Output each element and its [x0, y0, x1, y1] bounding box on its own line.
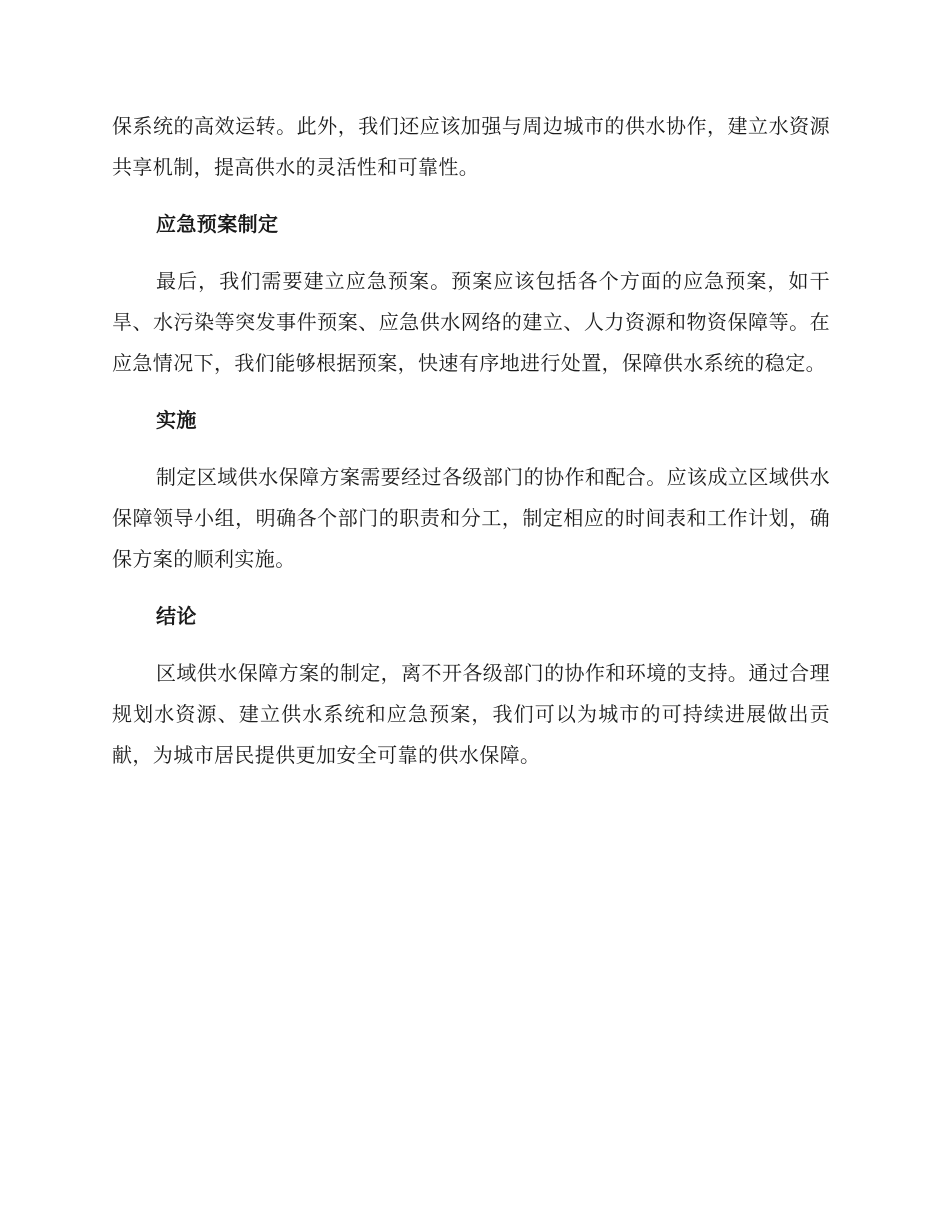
section-heading-implementation: 实施: [156, 408, 197, 432]
section-body-conclusion: 区域供水保障方案的制定，离不开各级部门的协作和环境的支持。通过合理规划水资源、建立供水系统和应急预案，我们可以为城市的可持续进展做出贡献，为城市居民提供更加安全可靠的供水保障。: [112, 661, 830, 767]
document-page: [112, 106, 830, 776]
section-heading-conclusion: 结论: [156, 604, 197, 628]
intro-paragraph: 保系统的高效运转。此外，我们还应该加强与周边城市的供水协作，建立水资源共享机制，提高供水的灵活性和可靠性。: [112, 114, 830, 179]
section-body-emergency-plan: 最后，我们需要建立应急预案。预案应该包括各个方面的应急预案，如干旱、水污染等突发事件预案、应急供水网络的建立、人力资源和物资保障等。在应急情况下，我们能够根据预案，快速有序地进行处置，保障供水系统的稳定。: [112, 269, 830, 375]
section-body-implementation: 制定区域供水保障方案需要经过各级部门的协作和配合。应该成立区域供水保障领导小组，明确各个部门的职责和分工，制定相应的时间表和工作计划，确保方案的顺利实施。: [112, 465, 830, 571]
section-heading-emergency-plan: 应急预案制定: [156, 212, 279, 236]
